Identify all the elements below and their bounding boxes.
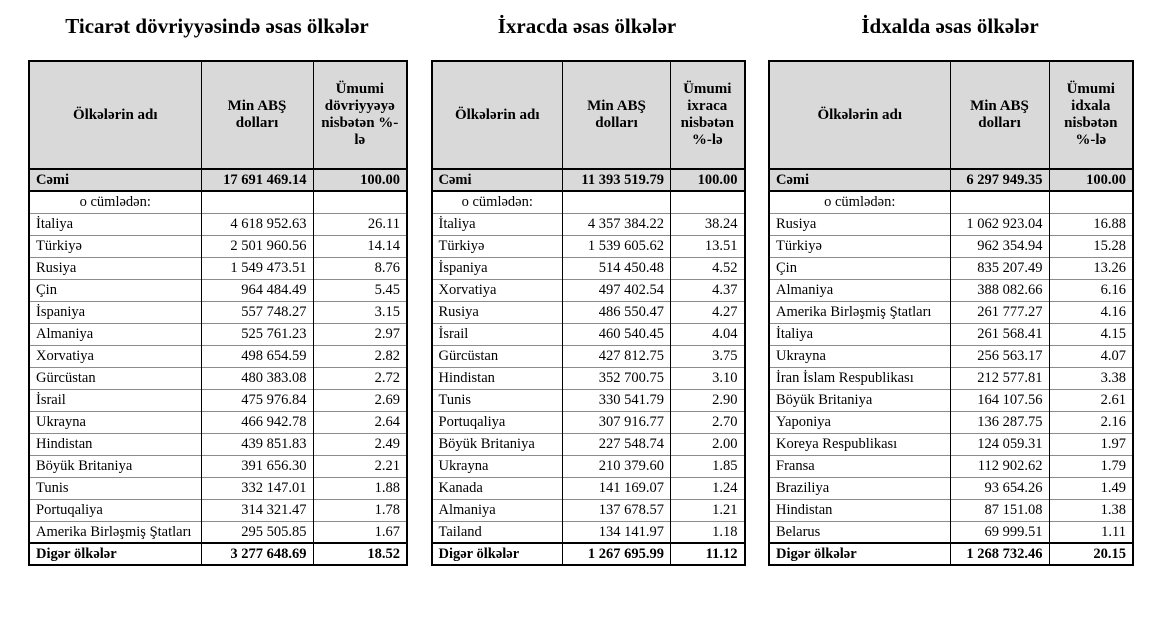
country-value: 4 357 384.22 <box>563 213 671 235</box>
country-row <box>432 389 745 411</box>
country-name: Böyük Britaniya <box>29 455 201 477</box>
header-row <box>769 61 1133 169</box>
country-row <box>29 367 407 389</box>
country-name: İspaniya <box>432 257 563 279</box>
country-name: Ukrayna <box>432 455 563 477</box>
total-label: Cəmi <box>769 169 950 191</box>
country-rows <box>769 213 1133 543</box>
country-percent: 26.11 <box>313 213 407 235</box>
other-countries-row <box>769 543 1133 565</box>
country-value: 388 082.66 <box>950 279 1049 301</box>
total-percent: 100.00 <box>313 169 407 191</box>
country-name: Amerika Birləşmiş Ştatları <box>769 301 950 323</box>
country-row <box>432 455 745 477</box>
country-value: 498 654.59 <box>201 345 313 367</box>
country-name: Hindistan <box>432 367 563 389</box>
imports-title: İdxalda əsas ölkələr <box>861 14 1039 38</box>
country-value: 330 541.79 <box>563 389 671 411</box>
total-value: 6 297 949.35 <box>950 169 1049 191</box>
other-countries-row <box>432 543 745 565</box>
subheader-label: o cümlədən: <box>769 191 950 213</box>
country-value: 475 976.84 <box>201 389 313 411</box>
country-value: 486 550.47 <box>563 301 671 323</box>
other-countries-row <box>29 543 407 565</box>
country-row <box>432 433 745 455</box>
country-value: 261 568.41 <box>950 323 1049 345</box>
imports-section <box>768 8 1132 566</box>
col-header-usd: Min ABŞ dolları <box>563 61 671 169</box>
country-name: Amerika Birləşmiş Ştatları <box>29 521 201 543</box>
subheader-row <box>29 191 407 213</box>
country-value: 314 321.47 <box>201 499 313 521</box>
country-value: 352 700.75 <box>563 367 671 389</box>
total-value: 11 393 519.79 <box>563 169 671 191</box>
country-value: 164 107.56 <box>950 389 1049 411</box>
empty-cell <box>201 191 313 213</box>
country-row <box>769 279 1133 301</box>
country-percent: 2.00 <box>671 433 745 455</box>
country-row <box>769 301 1133 323</box>
country-value: 136 287.75 <box>950 411 1049 433</box>
country-name: Tunis <box>432 389 563 411</box>
col-header-usd: Min ABŞ dolları <box>201 61 313 169</box>
country-name: Belarus <box>769 521 950 543</box>
country-value: 124 059.31 <box>950 433 1049 455</box>
country-percent: 4.04 <box>671 323 745 345</box>
country-percent: 3.38 <box>1049 367 1133 389</box>
country-percent: 4.27 <box>671 301 745 323</box>
country-name: Almaniya <box>769 279 950 301</box>
country-row <box>29 499 407 521</box>
country-value: 87 151.08 <box>950 499 1049 521</box>
country-name: Yaponiya <box>769 411 950 433</box>
country-row <box>432 257 745 279</box>
country-value: 427 812.75 <box>563 345 671 367</box>
subheader-label: o cümlədən: <box>432 191 563 213</box>
country-name: İsrail <box>29 389 201 411</box>
country-row <box>769 433 1133 455</box>
header-row <box>432 61 745 169</box>
country-name: Ukrayna <box>29 411 201 433</box>
country-name: Koreya Respublikası <box>769 433 950 455</box>
country-row <box>432 411 745 433</box>
country-percent: 8.76 <box>313 257 407 279</box>
country-value: 261 777.27 <box>950 301 1049 323</box>
total-label: Cəmi <box>29 169 201 191</box>
country-name: Portuqaliya <box>29 499 201 521</box>
country-row <box>432 323 745 345</box>
exports-section <box>431 8 744 566</box>
country-row <box>769 521 1133 543</box>
country-value: 466 942.78 <box>201 411 313 433</box>
country-percent: 2.69 <box>313 389 407 411</box>
country-name: Xorvatiya <box>432 279 563 301</box>
country-name: Almaniya <box>432 499 563 521</box>
country-percent: 2.61 <box>1049 389 1133 411</box>
country-value: 964 484.49 <box>201 279 313 301</box>
country-name: Çin <box>29 279 201 301</box>
country-row <box>29 389 407 411</box>
country-rows <box>432 213 745 543</box>
country-row <box>29 433 407 455</box>
other-label: Digər ölkələr <box>769 543 950 565</box>
country-row <box>432 235 745 257</box>
country-name: Fransa <box>769 455 950 477</box>
country-percent: 3.10 <box>671 367 745 389</box>
country-value: 525 761.23 <box>201 323 313 345</box>
country-percent: 1.21 <box>671 499 745 521</box>
country-value: 460 540.45 <box>563 323 671 345</box>
country-row <box>432 477 745 499</box>
other-value: 1 268 732.46 <box>950 543 1049 565</box>
country-value: 69 999.51 <box>950 521 1049 543</box>
country-percent: 1.79 <box>1049 455 1133 477</box>
country-percent: 1.88 <box>313 477 407 499</box>
other-percent: 11.12 <box>671 543 745 565</box>
subheader-row <box>432 191 745 213</box>
total-percent: 100.00 <box>671 169 745 191</box>
country-row <box>29 213 407 235</box>
subheader-row <box>769 191 1133 213</box>
country-name: İtaliya <box>432 213 563 235</box>
country-value: 1 549 473.51 <box>201 257 313 279</box>
empty-cell <box>563 191 671 213</box>
country-percent: 1.78 <box>313 499 407 521</box>
country-row <box>769 235 1133 257</box>
country-percent: 6.16 <box>1049 279 1133 301</box>
country-percent: 2.21 <box>313 455 407 477</box>
country-percent: 4.37 <box>671 279 745 301</box>
country-value: 295 505.85 <box>201 521 313 543</box>
country-value: 4 618 952.63 <box>201 213 313 235</box>
country-percent: 4.16 <box>1049 301 1133 323</box>
country-row <box>769 345 1133 367</box>
country-row <box>769 499 1133 521</box>
country-percent: 1.97 <box>1049 433 1133 455</box>
total-value: 17 691 469.14 <box>201 169 313 191</box>
country-row <box>432 301 745 323</box>
country-name: Böyük Britaniya <box>432 433 563 455</box>
col-header-country: Ölkələrin adı <box>769 61 950 169</box>
country-name: Gürcüstan <box>29 367 201 389</box>
country-percent: 5.45 <box>313 279 407 301</box>
country-name: İsrail <box>432 323 563 345</box>
total-label: Cəmi <box>432 169 563 191</box>
country-row <box>29 257 407 279</box>
country-percent: 4.07 <box>1049 345 1133 367</box>
country-name: Türkiyə <box>769 235 950 257</box>
country-name: Tailand <box>432 521 563 543</box>
country-percent: 1.18 <box>671 521 745 543</box>
country-percent: 1.38 <box>1049 499 1133 521</box>
country-name: Braziliya <box>769 477 950 499</box>
subheader-label: o cümlədən: <box>29 191 201 213</box>
country-value: 391 656.30 <box>201 455 313 477</box>
country-percent: 3.15 <box>313 301 407 323</box>
country-percent: 1.11 <box>1049 521 1133 543</box>
country-percent: 2.82 <box>313 345 407 367</box>
country-name: Türkiyə <box>29 235 201 257</box>
country-row <box>29 235 407 257</box>
country-percent: 16.88 <box>1049 213 1133 235</box>
country-percent: 14.14 <box>313 235 407 257</box>
country-name: Türkiyə <box>432 235 563 257</box>
country-value: 134 141.97 <box>563 521 671 543</box>
header-row <box>29 61 407 169</box>
total-percent: 100.00 <box>1049 169 1133 191</box>
country-percent: 2.16 <box>1049 411 1133 433</box>
country-name: Tunis <box>29 477 201 499</box>
country-row <box>29 323 407 345</box>
country-value: 256 563.17 <box>950 345 1049 367</box>
empty-cell <box>950 191 1049 213</box>
country-percent: 13.26 <box>1049 257 1133 279</box>
country-percent: 2.64 <box>313 411 407 433</box>
country-value: 1 539 605.62 <box>563 235 671 257</box>
trade-turnover-section <box>28 8 406 566</box>
empty-cell <box>313 191 407 213</box>
country-row <box>769 455 1133 477</box>
country-name: İtaliya <box>29 213 201 235</box>
country-row <box>432 213 745 235</box>
country-row <box>769 367 1133 389</box>
other-label: Digər ölkələr <box>29 543 201 565</box>
trade-turnover-table <box>28 60 408 566</box>
exports-table <box>431 60 746 566</box>
country-name: İspaniya <box>29 301 201 323</box>
country-row <box>432 499 745 521</box>
other-value: 1 267 695.99 <box>563 543 671 565</box>
country-value: 210 379.60 <box>563 455 671 477</box>
country-row <box>29 279 407 301</box>
country-value: 497 402.54 <box>563 279 671 301</box>
col-header-usd: Min ABŞ dolları <box>950 61 1049 169</box>
country-value: 332 147.01 <box>201 477 313 499</box>
country-value: 227 548.74 <box>563 433 671 455</box>
country-value: 112 902.62 <box>950 455 1049 477</box>
country-percent: 1.67 <box>313 521 407 543</box>
other-percent: 20.15 <box>1049 543 1133 565</box>
country-value: 557 748.27 <box>201 301 313 323</box>
total-row <box>432 169 745 191</box>
country-name: İran İslam Respublikası <box>769 367 950 389</box>
country-rows <box>29 213 407 543</box>
country-name: Almaniya <box>29 323 201 345</box>
country-value: 212 577.81 <box>950 367 1049 389</box>
col-header-percent: Ümumi idxala nisbətən %-lə <box>1049 61 1133 169</box>
country-row <box>432 367 745 389</box>
country-row <box>432 345 745 367</box>
total-row <box>29 169 407 191</box>
col-header-country: Ölkələrin adı <box>432 61 563 169</box>
empty-cell <box>1049 191 1133 213</box>
country-name: Rusiya <box>29 257 201 279</box>
country-row <box>29 521 407 543</box>
country-percent: 2.72 <box>313 367 407 389</box>
imports-table <box>768 60 1134 566</box>
country-name: Rusiya <box>432 301 563 323</box>
country-value: 480 383.08 <box>201 367 313 389</box>
country-row <box>769 477 1133 499</box>
country-row <box>29 345 407 367</box>
country-value: 307 916.77 <box>563 411 671 433</box>
country-name: Böyük Britaniya <box>769 389 950 411</box>
country-name: Kanada <box>432 477 563 499</box>
country-name: Rusiya <box>769 213 950 235</box>
country-percent: 38.24 <box>671 213 745 235</box>
country-percent: 4.15 <box>1049 323 1133 345</box>
country-name: Hindistan <box>769 499 950 521</box>
exports-title: İxracda əsas ölkələr <box>497 14 677 38</box>
country-row <box>29 411 407 433</box>
empty-cell <box>671 191 745 213</box>
col-header-percent: Ümumi ixraca nisbətən %-lə <box>671 61 745 169</box>
country-row <box>432 279 745 301</box>
country-value: 439 851.83 <box>201 433 313 455</box>
country-name: Ukrayna <box>769 345 950 367</box>
country-row <box>769 213 1133 235</box>
total-row <box>769 169 1133 191</box>
trade-turnover-title: Ticarət dövriyyəsində əsas ölkələr <box>65 14 369 38</box>
other-label: Digər ölkələr <box>432 543 563 565</box>
country-name: İtaliya <box>769 323 950 345</box>
country-percent: 2.70 <box>671 411 745 433</box>
country-percent: 4.52 <box>671 257 745 279</box>
country-row <box>29 455 407 477</box>
country-row <box>29 477 407 499</box>
country-value: 962 354.94 <box>950 235 1049 257</box>
country-value: 93 654.26 <box>950 477 1049 499</box>
country-row <box>432 521 745 543</box>
country-value: 137 678.57 <box>563 499 671 521</box>
col-header-percent: Ümumi dövriyyəyə nisbətən %-lə <box>313 61 407 169</box>
country-percent: 1.49 <box>1049 477 1133 499</box>
country-row <box>769 389 1133 411</box>
country-row <box>769 411 1133 433</box>
country-row <box>29 301 407 323</box>
country-percent: 13.51 <box>671 235 745 257</box>
country-percent: 1.24 <box>671 477 745 499</box>
country-value: 1 062 923.04 <box>950 213 1049 235</box>
country-name: Çin <box>769 257 950 279</box>
country-value: 141 169.07 <box>563 477 671 499</box>
country-name: Portuqaliya <box>432 411 563 433</box>
country-name: Gürcüstan <box>432 345 563 367</box>
country-percent: 2.97 <box>313 323 407 345</box>
country-row <box>769 323 1133 345</box>
country-percent: 3.75 <box>671 345 745 367</box>
country-value: 835 207.49 <box>950 257 1049 279</box>
country-value: 514 450.48 <box>563 257 671 279</box>
country-row <box>769 257 1133 279</box>
country-percent: 2.49 <box>313 433 407 455</box>
country-name: Hindistan <box>29 433 201 455</box>
country-name: Xorvatiya <box>29 345 201 367</box>
other-value: 3 277 648.69 <box>201 543 313 565</box>
country-value: 2 501 960.56 <box>201 235 313 257</box>
country-percent: 15.28 <box>1049 235 1133 257</box>
other-percent: 18.52 <box>313 543 407 565</box>
country-percent: 2.90 <box>671 389 745 411</box>
country-percent: 1.85 <box>671 455 745 477</box>
col-header-country: Ölkələrin adı <box>29 61 201 169</box>
